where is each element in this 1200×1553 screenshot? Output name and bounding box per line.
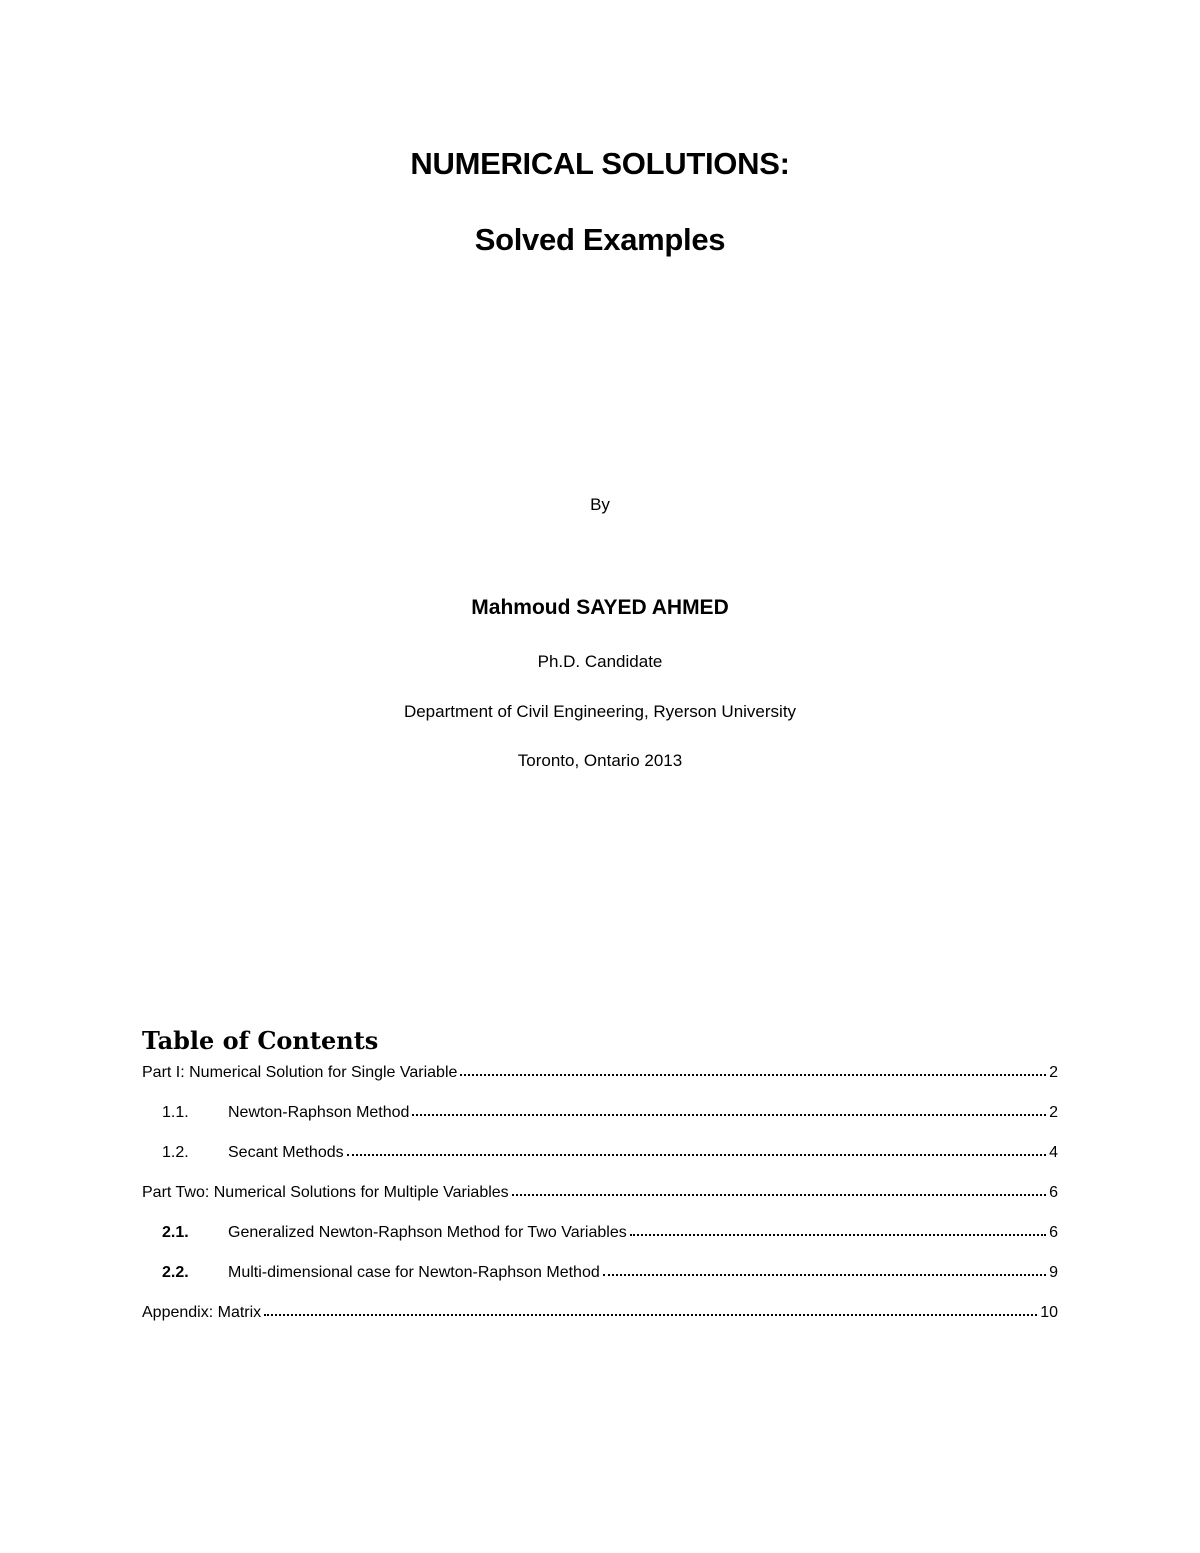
author-department: Department of Civil Engineering, Ryerson University bbox=[403, 702, 797, 721]
toc-entry-page: 2 bbox=[1049, 1064, 1058, 1081]
toc-leader-dots bbox=[630, 1223, 1046, 1237]
table-of-contents bbox=[142, 1024, 1058, 1324]
toc-entry-page: 6 bbox=[1049, 1184, 1058, 1201]
toc-entry-number: 1.1. bbox=[162, 1104, 189, 1121]
toc-entry-1-1[interactable] bbox=[142, 1102, 1058, 1124]
by-line: By bbox=[590, 495, 610, 514]
toc-entry-1-2[interactable] bbox=[142, 1142, 1058, 1164]
toc-leader-dots bbox=[512, 1183, 1046, 1197]
toc-entry-2-1[interactable] bbox=[142, 1222, 1058, 1244]
toc-entry-text: Appendix: Matrix bbox=[142, 1304, 262, 1321]
location-year: Toronto, Ontario 2013 bbox=[517, 751, 683, 770]
toc-entry-text: Multi-dimensional case for Newton-Raphson Method bbox=[228, 1264, 600, 1281]
document-subtitle: Solved Examples bbox=[474, 222, 726, 257]
toc-entry-page: 6 bbox=[1049, 1224, 1058, 1241]
toc-entry-number: 1.2. bbox=[162, 1144, 189, 1161]
toc-heading: Table of Contents bbox=[142, 1026, 379, 1055]
toc-leader-dots bbox=[264, 1303, 1037, 1317]
toc-entry-number: 2.1. bbox=[162, 1224, 189, 1241]
toc-leader-dots bbox=[603, 1263, 1046, 1277]
toc-entry-page: 4 bbox=[1049, 1144, 1058, 1161]
author-role: Ph.D. Candidate bbox=[537, 652, 663, 671]
document-title: NUMERICAL SOLUTIONS: bbox=[410, 146, 790, 181]
toc-leader-dots bbox=[460, 1063, 1046, 1077]
toc-entry-2-2[interactable] bbox=[142, 1262, 1058, 1284]
toc-entry-number: 2.2. bbox=[162, 1264, 189, 1281]
toc-list bbox=[142, 1062, 1058, 1324]
toc-entry-page: 2 bbox=[1049, 1104, 1058, 1121]
toc-leader-dots bbox=[412, 1103, 1046, 1117]
toc-entry-text: Part Two: Numerical Solutions for Multiple Variables bbox=[142, 1184, 509, 1201]
toc-entry-part-2[interactable] bbox=[142, 1182, 1058, 1204]
toc-entry-text: Secant Methods bbox=[228, 1144, 344, 1161]
toc-entry-text: Part I: Numerical Solution for Single Variable bbox=[142, 1064, 458, 1081]
toc-entry-part-1[interactable] bbox=[142, 1062, 1058, 1084]
toc-entry-page: 10 bbox=[1040, 1304, 1058, 1321]
toc-leader-dots bbox=[347, 1143, 1046, 1157]
toc-entry-text: Newton-Raphson Method bbox=[228, 1104, 410, 1121]
author-name: Mahmoud SAYED AHMED bbox=[471, 596, 729, 619]
toc-entry-appendix[interactable] bbox=[142, 1302, 1058, 1324]
toc-entry-text: Generalized Newton-Raphson Method for Two Variables bbox=[228, 1224, 627, 1241]
toc-entry-page: 9 bbox=[1049, 1264, 1058, 1281]
